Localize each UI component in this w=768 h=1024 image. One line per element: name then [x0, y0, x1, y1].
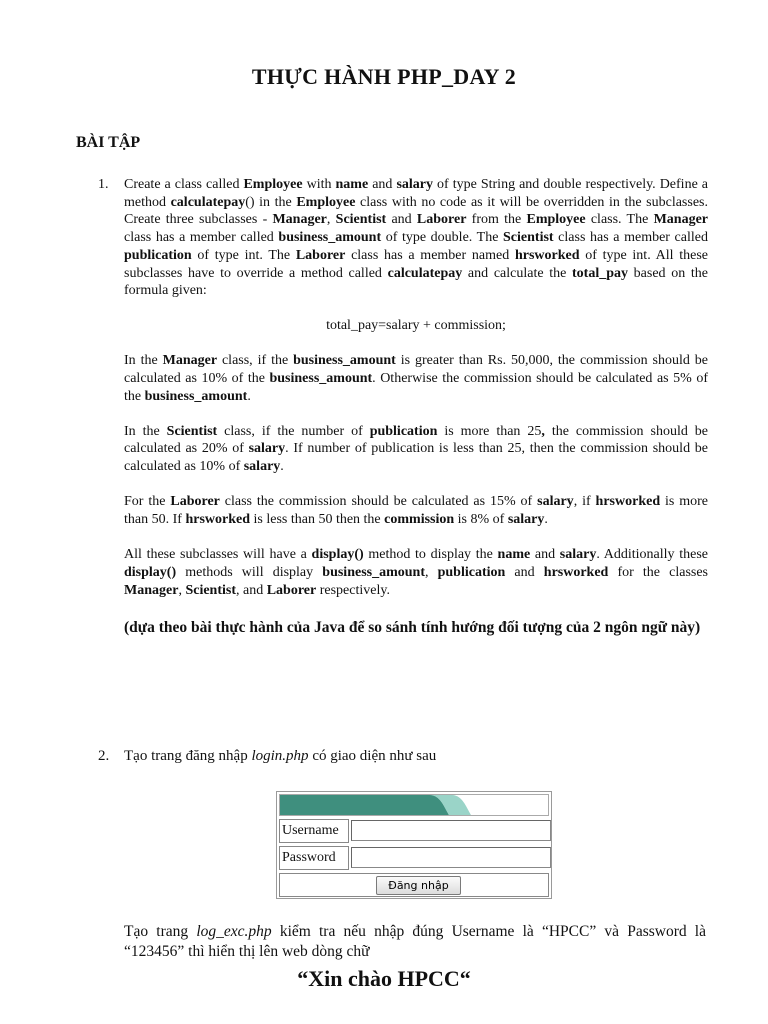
text-run: Create a class called: [124, 177, 244, 192]
filename: login.php: [251, 748, 309, 764]
section-heading: BÀI TẬP: [76, 134, 141, 151]
bold-term: Laborer: [295, 247, 346, 263]
text-run: from the: [466, 212, 527, 228]
log-exc-instructions: [124, 922, 706, 962]
text-run: class, if the: [217, 353, 294, 369]
text-run: có giao diện như sau: [308, 748, 437, 764]
text-run: with: [302, 177, 336, 192]
text-run: .: [544, 512, 548, 528]
text-run: and: [386, 212, 417, 228]
bold-term: display(): [311, 547, 364, 563]
text-run: the commission should be calculated as 20% of: [124, 423, 708, 457]
text-run: In the: [124, 353, 163, 369]
login-header-banner: [279, 794, 549, 816]
text-run: for the classes: [608, 564, 709, 580]
text-run: . Additionally these: [596, 547, 708, 563]
bold-term: Manager: [272, 212, 327, 228]
bold-term: Scientist: [166, 423, 218, 439]
bold-term: Laborer: [266, 582, 317, 598]
text-run: of type int. The: [191, 247, 296, 263]
bold-term: publication: [369, 423, 438, 439]
greeting-text: “Xin chào HPCC“: [297, 966, 471, 991]
text-run: is greater than Rs. 50,000, the commission should be calculated as 10% of the: [124, 353, 708, 386]
text-run: , and: [236, 582, 267, 598]
bold-term: hrsworked: [595, 494, 661, 510]
scientist-rule-paragraph: [124, 423, 708, 476]
text-run: class has a member called: [124, 230, 279, 246]
bold-term: Employee: [526, 212, 586, 228]
exercise-2: [98, 748, 708, 766]
text-run: of type String and double respectively. Define a method: [124, 177, 709, 210]
text-run: is more than 25: [437, 423, 542, 439]
text-run: class. The: [585, 212, 654, 228]
text-run: . Otherwise the commission should be calculated as 5% of the: [124, 370, 708, 404]
bold-term: Laborer: [416, 212, 467, 228]
bold-term: salary: [396, 177, 434, 192]
formula: total_pay=salary + commission;: [326, 318, 506, 334]
text-run: and: [530, 547, 560, 563]
page-title: THỰC HÀNH PHP_DAY 2: [251, 64, 517, 89]
bold-term: Manager: [124, 582, 179, 598]
text-run: . If number of publication is less than 25, then the commission should be calculated as 10% of: [124, 441, 708, 475]
bold-term: salary: [559, 547, 597, 563]
exercise-number: 1.: [98, 177, 109, 192]
bold-term: salary: [507, 512, 545, 528]
text-run: ,: [326, 212, 336, 228]
bold-term: salary: [248, 441, 286, 457]
text-run: respectively.: [316, 582, 390, 598]
bold-term: Employee: [243, 177, 303, 192]
login-button[interactable]: Đăng nhập: [376, 876, 461, 895]
bold-term: publication: [124, 247, 192, 263]
text-run: In the: [124, 423, 167, 439]
bold-term: Manager: [653, 212, 708, 228]
vietnamese-note: (dựa theo bài thực hành của Java để so sánh tính hướng đối tượng của 2 ngôn ngữ này): [124, 619, 701, 637]
bold-term: business_amount: [144, 388, 248, 404]
text-run: and: [368, 177, 397, 192]
exercise-1: [98, 176, 708, 656]
text-run: For the: [124, 494, 171, 510]
username-input[interactable]: [351, 820, 551, 841]
text-run: All these subclasses will have a: [124, 547, 312, 563]
text-run: method to display the: [363, 547, 498, 563]
bold-term: salary: [243, 459, 281, 475]
text-run: class the commission should be calculated as 15% of: [219, 494, 538, 510]
text-run: ,: [424, 564, 438, 580]
password-row: [279, 846, 549, 870]
bold-term: business_amount: [269, 370, 373, 386]
bold-term: Laborer: [170, 494, 220, 510]
text-run: Tạo trang đăng nhập: [124, 748, 252, 764]
bold-term: business_amount: [278, 230, 382, 246]
filename: log_exc.php: [196, 923, 272, 940]
text-run: class with no code as it will be overridden in the subclasses. Create three subclasses -: [124, 194, 708, 228]
manager-rule-paragraph: [124, 352, 708, 405]
text-run: .: [247, 388, 251, 404]
bold-term: hrsworked: [185, 512, 250, 528]
login-form-preview: [276, 791, 552, 899]
bold-term: hrsworked: [514, 247, 580, 263]
bold-term: total_pay: [572, 265, 628, 281]
bold-term: name: [335, 177, 369, 192]
bold-term: calculatepay: [387, 265, 463, 281]
text-run: class has a member named: [345, 247, 515, 263]
text-run: class has a member called: [553, 230, 708, 246]
username-label: Username: [279, 819, 349, 843]
text-run: is 8% of: [454, 512, 508, 528]
text-run: is more than 50. If: [124, 494, 709, 528]
bold-term: Scientist: [335, 212, 387, 228]
exercise-2-intro: [124, 748, 708, 766]
bold-term: Scientist: [503, 230, 554, 246]
bold-term: name: [497, 547, 531, 563]
bold-term: Scientist: [185, 582, 236, 598]
bold-term: publication: [437, 564, 506, 580]
display-method-paragraph: [124, 546, 708, 599]
bold-term: hrsworked: [543, 564, 609, 580]
bold-term: Manager: [162, 353, 218, 369]
text-run: .: [280, 459, 284, 475]
text-run: is less than 50 then the: [250, 512, 385, 528]
exercise-1-paragraph: [124, 176, 708, 300]
text-run: and: [505, 564, 544, 580]
submit-row: [279, 873, 549, 897]
laborer-rule-paragraph: [124, 493, 708, 528]
bold-term: Employee: [296, 194, 356, 210]
text-run: class, if the number of: [217, 423, 370, 439]
text-run: of type int. All these subclasses have to override a method called: [124, 247, 709, 281]
bold-term: salary: [537, 494, 574, 510]
text-run: ,: [178, 582, 186, 598]
password-label: Password: [279, 846, 349, 870]
bold-term: display(): [124, 564, 177, 580]
bold-term: commission: [384, 512, 455, 528]
bold-term: calculatepay: [170, 194, 246, 210]
bold-term: business_amount: [293, 353, 396, 369]
text-run: methods will display: [176, 564, 323, 580]
text-run: and calculate the: [462, 265, 572, 281]
username-row: [279, 819, 549, 843]
text-run: () in the: [245, 194, 297, 210]
text-run: kiểm tra nếu nhập đúng Username là “HPCC” và Password là “123456” thì hiển thị lên web dòng chữ: [124, 923, 706, 960]
text-run: based on the formula given:: [124, 265, 708, 299]
password-input[interactable]: [351, 847, 551, 868]
text-run: of type double. The: [381, 230, 504, 246]
bold-term: business_amount: [322, 564, 425, 580]
text-run: , if: [573, 494, 596, 510]
exercise-number: 2.: [98, 748, 110, 764]
text-run: Tạo trang: [124, 923, 197, 940]
bold-term: ,: [541, 423, 545, 439]
